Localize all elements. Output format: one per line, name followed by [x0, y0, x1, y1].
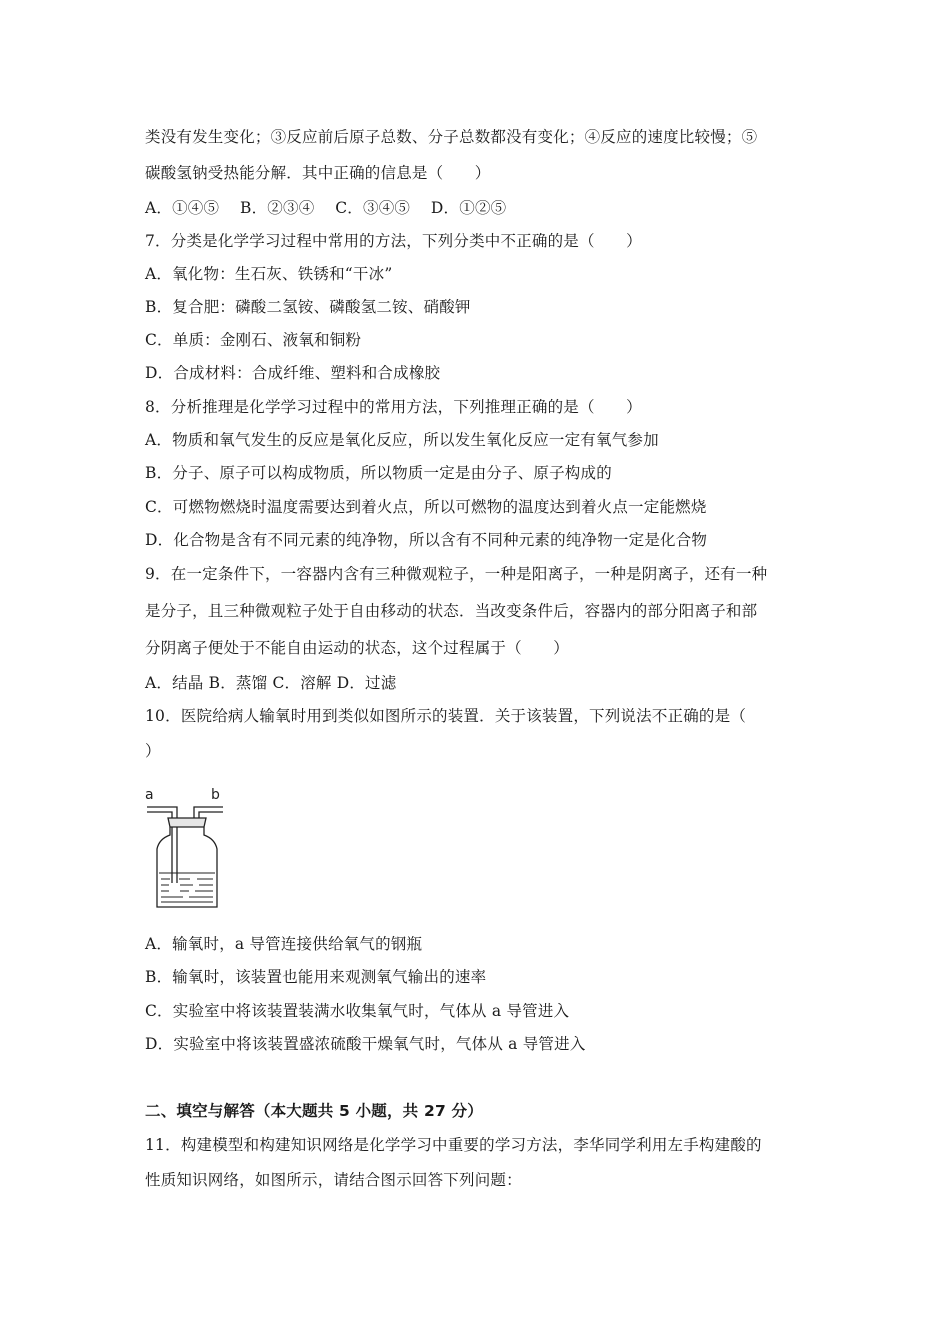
label-b: b — [211, 787, 220, 803]
option-a: A．输氧时，a 导管连接供给氧气的钢瓶 — [145, 935, 423, 953]
option-c: C．可燃物燃烧时温度需要达到着火点，所以可燃物的温度达到着火点一定能燃烧 — [145, 498, 707, 516]
question-9: 9．在一定条件下，一容器内含有三种微观粒子，一种是阳离子，一种是阴离子，还有一种 — [145, 565, 768, 583]
option-b: B．分子、原子可以构成物质，所以物质一定是由分子、原子构成的 — [145, 464, 612, 482]
question-11-cont: 性质知识网络，如图所示，请结合图示回答下列问题： — [145, 1171, 522, 1189]
answer-options: A．①④⑤ B．②③④ C．③④⑤ D．①②⑤ — [145, 199, 507, 217]
option-d: D．化合物是含有不同元素的纯净物，所以含有不同种元素的纯净物一定是化合物 — [145, 531, 708, 549]
liquid-lines — [159, 873, 215, 902]
section-heading: 二、填空与解答（本大题共 5 小题，共 27 分） — [145, 1102, 483, 1120]
gas-washing-bottle-figure — [143, 783, 233, 913]
option-c: C．实验室中将该装置装满水收集氧气时，气体从 a 导管进入 — [145, 1002, 570, 1020]
question-9-cont: 分阴离子便处于不能自由运动的状态，这个过程属于（ ） — [145, 639, 569, 657]
text-line: 碳酸氢钠受热能分解．其中正确的信息是（ ） — [145, 164, 491, 182]
question-8: 8．分析推理是化学学习过程中的常用方法，下列推理正确的是（ ） — [145, 398, 642, 416]
option-d: D．实验室中将该装置盛浓硫酸干燥氧气时，气体从 a 导管进入 — [145, 1035, 586, 1053]
text-line: 类没有发生变化；③反应前后原子总数、分子总数都没有变化；④反应的速度比较慢；⑤ — [145, 128, 758, 146]
option-a: A．氧化物：生石灰、铁锈和“干冰” — [145, 265, 393, 283]
question-11: 11．构建模型和构建知识网络是化学学习中重要的学习方法，李华同学利用左手构建酸的 — [145, 1136, 762, 1154]
question-10: 10．医院给病人输氧时用到类似如图所示的装置．关于该装置，下列说法不正确的是（ — [145, 707, 747, 725]
option-d: D．合成材料：合成纤维、塑料和合成橡胶 — [145, 364, 441, 382]
option-c: C．单质：金刚石、液氧和铜粉 — [145, 331, 362, 349]
answer-options: A．结晶 B．蒸馏 C．溶解 D．过滤 — [145, 674, 397, 692]
option-a: A．物质和氧气发生的反应是氧化反应，所以发生氧化反应一定有氧气参加 — [145, 431, 659, 449]
option-b: B．复合肥：磷酸二氢铵、磷酸氢二铵、硝酸钾 — [145, 298, 471, 316]
question-7: 7．分类是化学学习过程中常用的方法，下列分类中不正确的是（ ） — [145, 232, 642, 250]
question-10-cont: ） — [145, 742, 161, 760]
label-a: a — [145, 787, 154, 803]
question-9-cont: 是分子，且三种微观粒子处于自由移动的状态．当改变条件后，容器内的部分阳离子和部 — [145, 602, 758, 620]
option-b: B．输氧时，该装置也能用来观测氧气输出的速率 — [145, 968, 487, 986]
